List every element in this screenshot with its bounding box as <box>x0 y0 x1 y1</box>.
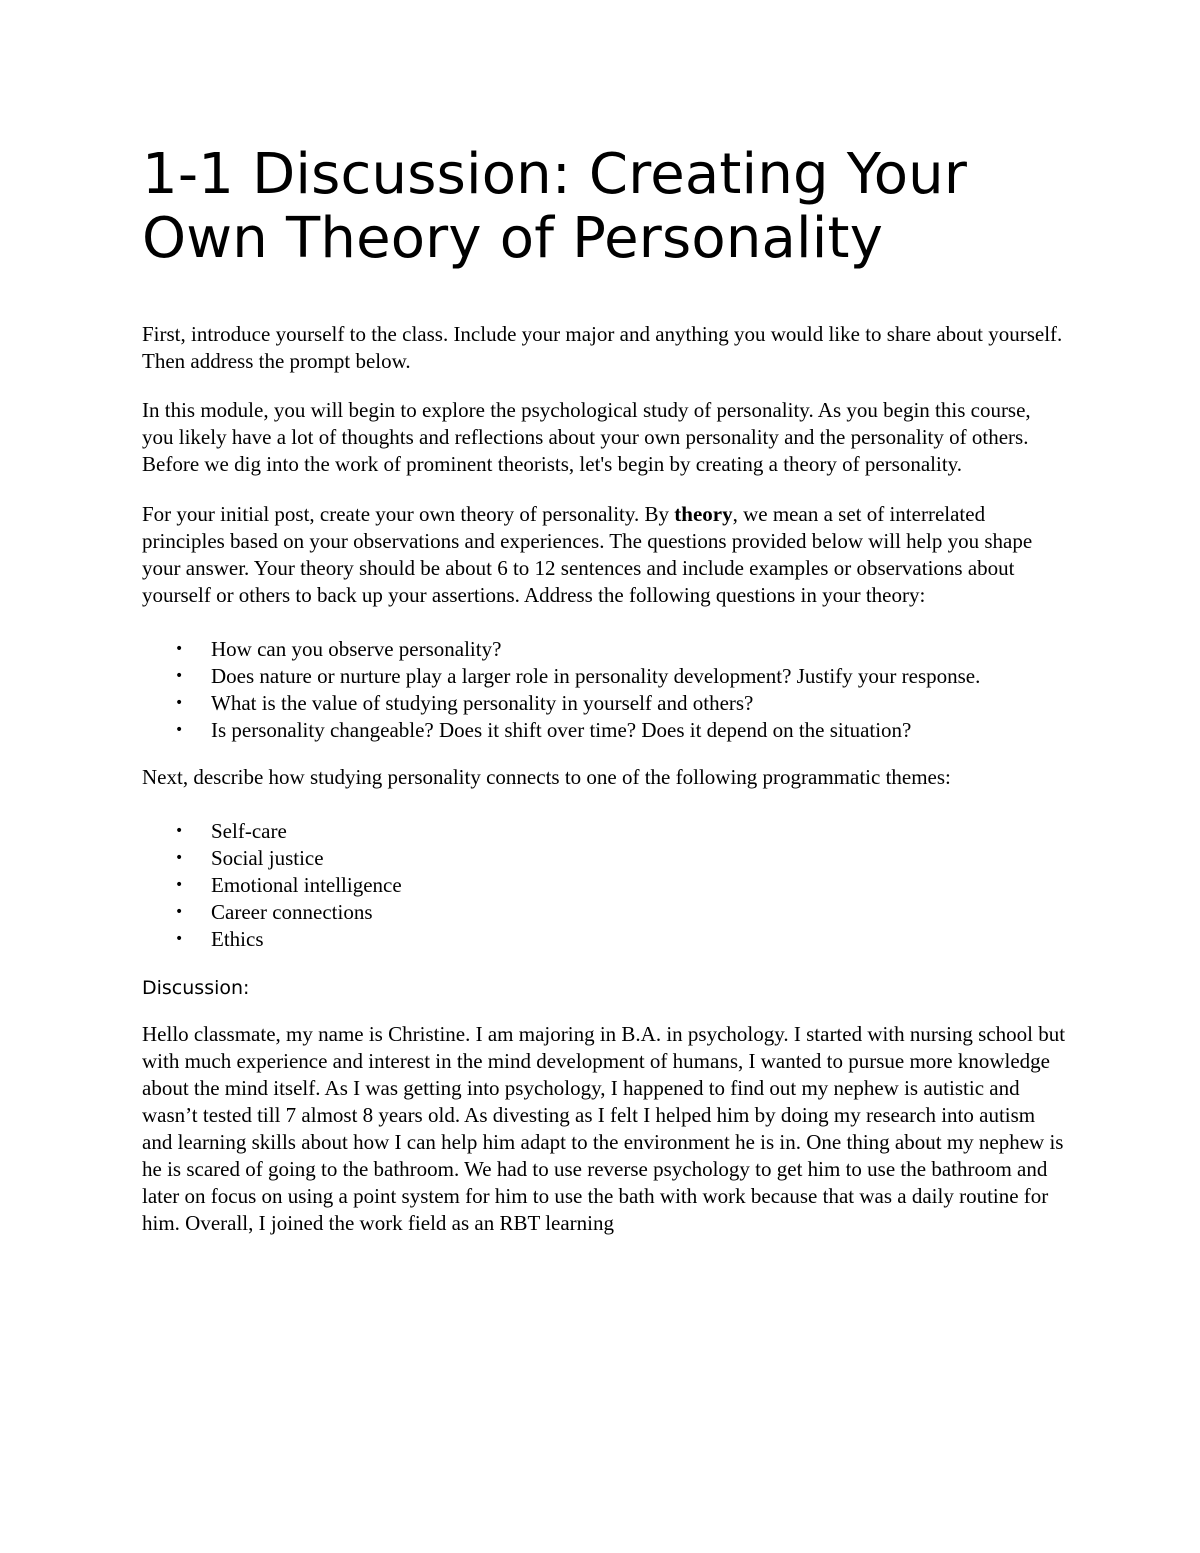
bullet-icon: • <box>175 877 184 893</box>
list-item-text: Does nature or nurture play a larger role in personality development? Justify your response. <box>211 664 981 688</box>
questions-list <box>142 636 1067 744</box>
intro-paragraph: First, introduce yourself to the class. Include your major and anything you would like to share about yourself. Then address the prompt below. <box>142 322 1063 373</box>
list-item <box>142 690 1067 717</box>
bullet-icon: • <box>175 823 184 839</box>
list-item <box>142 845 1067 872</box>
bullet-icon: • <box>175 695 184 711</box>
list-item-text: How can you observe personality? <box>211 637 502 661</box>
bullet-icon: • <box>175 668 184 684</box>
module-paragraph: In this module, you will begin to explore the psychological study of personality. As you begin this course, you likely have a lot of thoughts and reflections about your own personality and the personality of others. Before we dig into the work of prominent theorists, let's begin by creating a theory of personality. <box>142 398 1031 476</box>
document-title: 1-1 Discussion: Creating Your Own Theory of Personality <box>142 142 968 271</box>
document-body <box>142 143 1067 1237</box>
list-item-text: Social justice <box>211 846 324 870</box>
bullet-icon: • <box>175 931 184 947</box>
list-item <box>142 926 1067 953</box>
theory-bold-term: theory <box>674 502 733 526</box>
list-item <box>142 818 1067 845</box>
discussion-paragraph: Hello classmate, my name is Christine. I am majoring in B.A. in psychology. I started with nursing school but with much experience and interest in the mind development of humans, I wanted to pursue more knowledge about the mind itself. As I was getting into psychology, I happened to find out my nephew is autistic and wasn’t tested till 7 almost 8 years old. As divesting as I felt I helped him by doing my research into autism and learning skills about how I can help him adapt to the environment he is in. One thing about my nephew is he is scared of going to the bathroom. We had to use reverse psychology to get him to use the bathroom and later on focus on using a point system for him to use the bath with work because that was a daily routine for him. Overall, I joined the work field as an RBT learning <box>142 1022 1066 1235</box>
list-item <box>142 899 1067 926</box>
bullet-icon: • <box>175 722 184 738</box>
list-item <box>142 717 1067 744</box>
list-item-text: What is the value of studying personality in yourself and others? <box>211 691 754 715</box>
bullet-icon: • <box>175 850 184 866</box>
discussion-label: Discussion: <box>142 977 250 999</box>
list-item <box>142 636 1067 663</box>
bullet-icon: • <box>175 904 184 920</box>
list-item-text: Career connections <box>211 900 373 924</box>
list-item-text: Is personality changeable? Does it shift over time? Does it depend on the situation? <box>211 718 912 742</box>
list-item-text: Ethics <box>211 927 264 951</box>
list-item <box>142 872 1067 899</box>
list-item-text: Self-care <box>211 819 287 843</box>
initial-post-paragraph <box>142 501 1067 609</box>
list-item-text: Emotional intelligence <box>211 873 402 897</box>
next-paragraph: Next, describe how studying personality connects to one of the following programmatic themes: <box>142 765 951 789</box>
bullet-icon: • <box>175 641 184 657</box>
list-item <box>142 663 1067 690</box>
initial-post-text-after: , we mean a set of interrelated principles based on your observations and experiences. The questions provided below will help you shape your answer. Your theory should be about 6 to 12 sentences and include examples or observations about yourself or others to back up your assertions. Address the following questions in your theory: <box>142 502 1033 607</box>
themes-list <box>142 818 1067 953</box>
initial-post-text-before: For your initial post, create your own theory of personality. By <box>142 502 675 526</box>
